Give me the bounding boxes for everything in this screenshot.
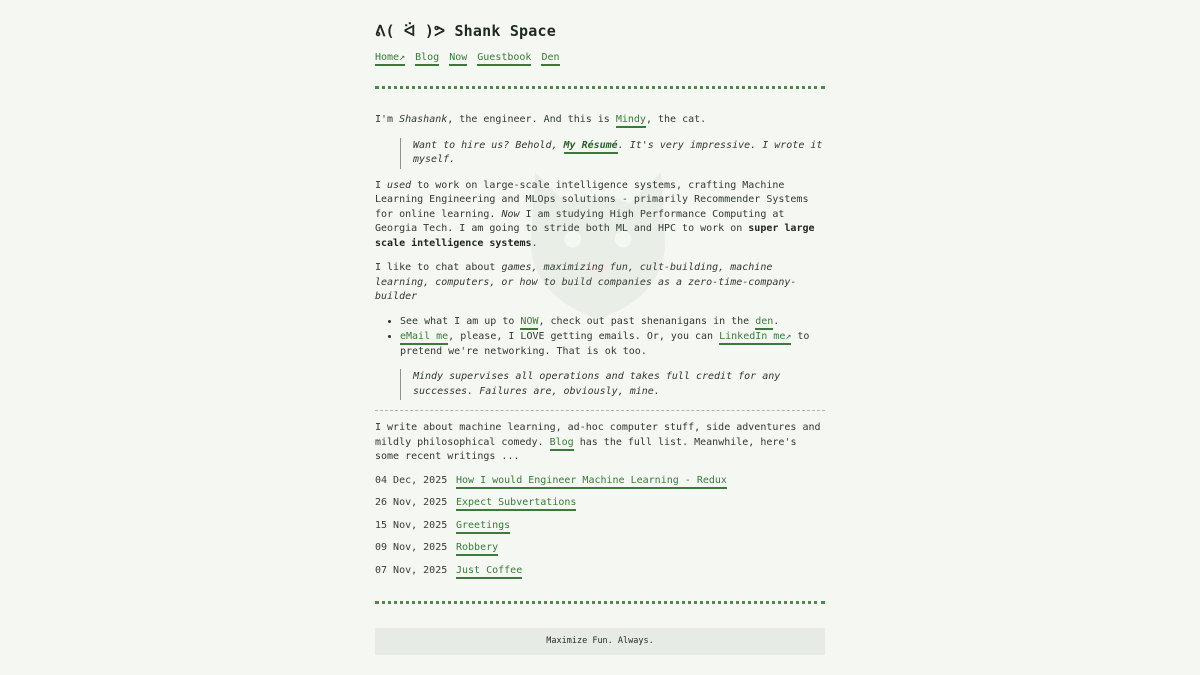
list-item <box>375 520 825 534</box>
about-emphasis: Now <box>501 208 520 220</box>
post-date: 04 Dec, 2025 <box>375 474 448 486</box>
post-date: 09 Nov, 2025 <box>375 542 448 554</box>
list-item <box>375 565 825 579</box>
post-link[interactable]: Robbery <box>456 542 498 556</box>
list-item <box>375 497 825 511</box>
nav-home-link[interactable]: Home↗ <box>375 52 405 66</box>
writing-intro <box>375 421 825 465</box>
about-text: I am studying High Performance Computing at Georgia Tech. I am going to stride both ML and HPC to work on <box>375 208 785 234</box>
list-item <box>375 542 825 556</box>
intro-text: I'm <box>375 114 400 125</box>
intro-line <box>375 113 825 128</box>
den-link[interactable]: den <box>755 316 773 330</box>
top-divider <box>375 86 825 89</box>
quote-text: Want to hire us? Behold, <box>413 139 564 151</box>
post-date: 26 Nov, 2025 <box>375 497 448 509</box>
writing-text: I write about machine learning, ad-hoc computer stuff, side adventures and mildly philosophical comedy. <box>375 422 821 448</box>
site-title: ᕕ( ᐛ )ᕗ Shank Space <box>375 22 556 40</box>
about-paragraph <box>375 179 825 252</box>
resume-quote <box>400 138 825 169</box>
intro-text: , the engineer. And this is <box>447 114 616 125</box>
list-text: See what I am up to <box>400 315 521 327</box>
post-link[interactable]: Expect Subvertations <box>456 497 576 511</box>
resume-link[interactable]: My Résumé <box>564 140 618 154</box>
about-strong: super large scale intelligence systems <box>375 223 815 249</box>
interests-text: I like to chat about <box>375 262 502 273</box>
post-link[interactable]: How I would Engineer Machine Learning - Redux <box>456 475 727 489</box>
post-date: 07 Nov, 2025 <box>375 564 448 576</box>
linkedin-link[interactable]: LinkedIn me↗ <box>719 331 791 345</box>
mindy-link[interactable]: Mindy <box>616 114 646 128</box>
list-text: to pretend we're networking. That is ok too. <box>400 331 810 357</box>
nav-now-link[interactable]: Now <box>449 52 467 66</box>
list-text: , check out past shenanigans in the <box>538 315 756 327</box>
quote-text: Mindy supervises all operations and takes full credit for any successes. Failures are, obviously, mine. <box>413 371 781 397</box>
about-emphasis: used <box>387 179 412 191</box>
list-item <box>375 475 825 489</box>
nav-blog-link[interactable]: Blog <box>415 52 439 66</box>
post-link[interactable]: Just Coffee <box>456 565 522 579</box>
bottom-divider <box>375 601 825 604</box>
footer-text: Maximize Fun. Always. <box>546 636 654 647</box>
interests-paragraph <box>375 261 825 305</box>
writing-text: has the full list. Meanwhile, here's some recent writings ... <box>375 436 797 462</box>
page <box>375 0 825 655</box>
about-text: to work on large-scale intelligence systems, crafting Machine Learning Engineering and MLOps solutions - primarily Recommender Systems for online learning. <box>375 179 809 220</box>
main-nav <box>375 52 825 66</box>
footer <box>375 628 825 655</box>
list-text: . <box>773 315 780 327</box>
intro-text: , the cat. <box>645 114 707 125</box>
list-text: , please, I LOVE getting emails. Or, you can <box>448 331 720 342</box>
nav-den-link[interactable]: Den <box>541 52 559 66</box>
links-list <box>375 315 825 360</box>
nav-guestbook-link[interactable]: Guestbook <box>477 52 531 66</box>
about-text: . <box>531 237 538 249</box>
mindy-quote <box>400 369 825 400</box>
post-date: 15 Nov, 2025 <box>375 519 448 531</box>
about-text: I <box>375 179 388 191</box>
quote-text: . It's very impressive. I wrote it myself. <box>413 139 823 165</box>
list-item <box>400 315 825 330</box>
list-item <box>400 330 825 359</box>
author-name: Shashank <box>399 114 448 125</box>
email-link[interactable]: eMail me <box>400 331 448 345</box>
now-link[interactable]: NOW <box>520 316 538 330</box>
blog-link[interactable]: Blog <box>550 437 574 451</box>
post-link[interactable]: Greetings <box>456 520 510 534</box>
section-divider <box>375 410 825 411</box>
recent-posts-list <box>375 475 825 579</box>
interests-emphasis: games, maximizing fun, cult-building, machine learning, computers, or how to build companies as a zero-time-company-builder <box>375 262 797 302</box>
